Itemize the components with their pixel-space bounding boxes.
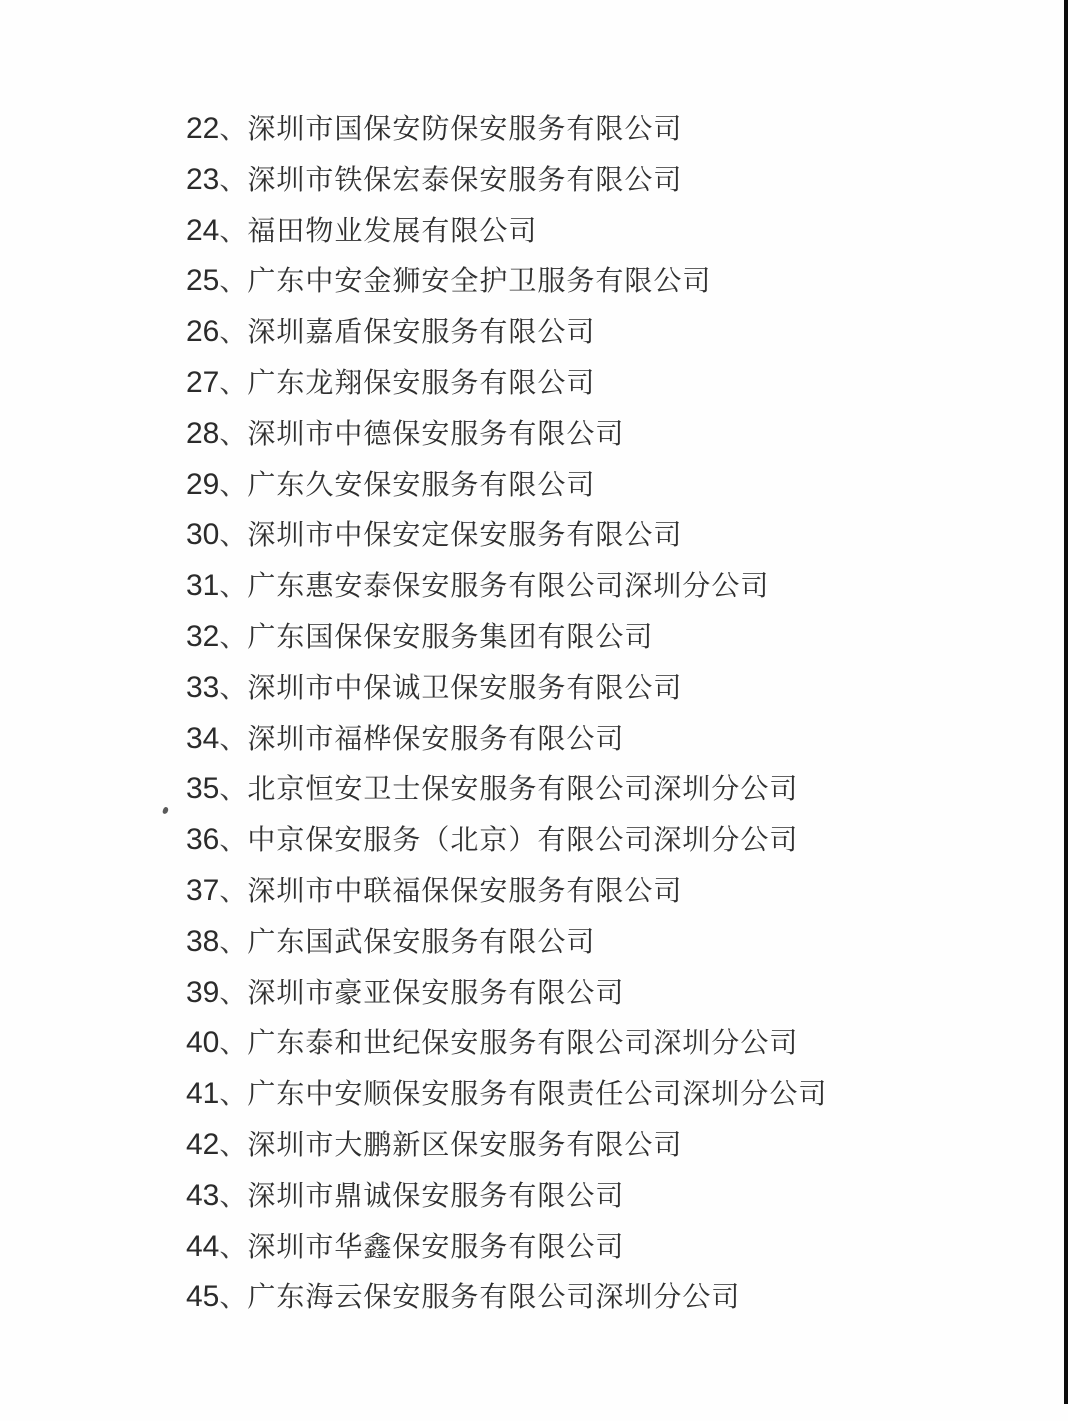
list-item [186, 561, 1068, 612]
ideographic-comma: 、 [219, 469, 248, 501]
ideographic-comma: 、 [219, 215, 248, 247]
company-name: 福田物业发展有限公司 [247, 215, 538, 247]
scan-edge-artifact [1064, 0, 1068, 1404]
ideographic-comma: 、 [219, 977, 248, 1009]
item-number: 23 [186, 162, 220, 196]
item-number: 41 [186, 1077, 220, 1111]
item-number: 43 [186, 1178, 220, 1212]
company-name: 广东久安保安服务有限公司 [247, 469, 596, 501]
list-item [186, 968, 1068, 1019]
ideographic-comma: 、 [219, 875, 248, 907]
company-name: 深圳市大鹏新区保安服务有限公司 [247, 1129, 683, 1161]
item-number: 30 [186, 518, 220, 552]
list-item [186, 1222, 1068, 1273]
item-number: 32 [186, 619, 220, 653]
company-name: 深圳市福桦保安服务有限公司 [247, 723, 625, 755]
list-item [186, 1069, 1068, 1120]
ideographic-comma: 、 [219, 571, 248, 603]
list-item [186, 866, 1068, 917]
ideographic-comma: 、 [219, 114, 248, 145]
ideographic-comma: 、 [219, 1282, 248, 1314]
list-item [186, 714, 1068, 765]
ideographic-comma: 、 [219, 825, 248, 857]
item-number: 39 [186, 975, 220, 1009]
list-item [186, 104, 1068, 155]
item-number: 44 [186, 1229, 220, 1263]
item-number: 24 [186, 213, 220, 247]
item-number: 37 [186, 873, 220, 907]
company-name: 广东国武保安服务有限公司 [247, 926, 596, 958]
ideographic-comma: 、 [219, 774, 248, 806]
company-name: 深圳市中保安定保安服务有限公司 [247, 520, 683, 552]
list-item [186, 256, 1068, 307]
ideographic-comma: 、 [219, 1079, 248, 1111]
company-name: 广东惠安泰保安服务有限公司深圳分公司 [247, 571, 770, 603]
list-item [186, 663, 1068, 714]
list-item [186, 1018, 1068, 1069]
scan-speck-artifact [162, 806, 169, 814]
item-number: 26 [186, 315, 220, 349]
company-list [186, 104, 1068, 1323]
ideographic-comma: 、 [219, 1028, 248, 1060]
list-item [186, 1272, 1068, 1323]
ideographic-comma: 、 [219, 317, 248, 349]
company-name: 中京保安服务（北京）有限公司深圳分公司 [247, 825, 799, 857]
ideographic-comma: 、 [219, 672, 248, 704]
item-number: 40 [186, 1026, 220, 1060]
ideographic-comma: 、 [219, 723, 248, 755]
company-name: 深圳市中保诚卫保安服务有限公司 [247, 672, 683, 704]
ideographic-comma: 、 [219, 266, 248, 298]
item-number: 22 [186, 112, 220, 145]
item-number: 34 [186, 721, 220, 755]
ideographic-comma: 、 [219, 418, 248, 450]
list-item [186, 612, 1068, 663]
list-item [186, 307, 1068, 358]
item-number: 28 [186, 416, 220, 450]
company-name: 广东中安顺保安服务有限责任公司深圳分公司 [247, 1079, 828, 1111]
company-name: 北京恒安卫士保安服务有限公司深圳分公司 [247, 774, 799, 806]
ideographic-comma: 、 [219, 1231, 248, 1263]
company-name: 广东国保保安服务集团有限公司 [247, 621, 654, 653]
list-item [186, 409, 1068, 460]
company-name: 深圳嘉盾保安服务有限公司 [247, 317, 596, 349]
list-item [186, 1120, 1068, 1171]
item-number: 45 [186, 1280, 220, 1314]
item-number: 27 [186, 365, 220, 399]
item-number: 25 [186, 264, 220, 298]
list-item [186, 155, 1068, 206]
company-name: 深圳市豪亚保安服务有限公司 [247, 977, 625, 1009]
list-item [186, 358, 1068, 409]
item-number: 36 [186, 823, 220, 857]
company-name: 深圳市鼎诚保安服务有限公司 [247, 1180, 625, 1212]
list-item [186, 815, 1068, 866]
ideographic-comma: 、 [219, 367, 248, 399]
ideographic-comma: 、 [219, 1180, 248, 1212]
company-name: 深圳市中德保安服务有限公司 [247, 418, 625, 450]
company-name: 广东泰和世纪保安服务有限公司深圳分公司 [247, 1028, 799, 1060]
item-number: 38 [186, 924, 220, 958]
item-number: 35 [186, 772, 220, 806]
ideographic-comma: 、 [219, 621, 248, 653]
ideographic-comma: 、 [219, 520, 248, 552]
list-item [186, 764, 1068, 815]
item-number: 42 [186, 1127, 220, 1161]
company-name: 广东海云保安服务有限公司深圳分公司 [247, 1282, 741, 1314]
list-item [186, 206, 1068, 257]
ideographic-comma: 、 [219, 1129, 248, 1161]
ideographic-comma: 、 [219, 926, 248, 958]
company-name: 深圳市华鑫保安服务有限公司 [247, 1231, 625, 1263]
list-item [186, 510, 1068, 561]
company-name: 深圳市国保安防保安服务有限公司 [247, 114, 683, 145]
ideographic-comma: 、 [219, 164, 248, 196]
item-number: 33 [186, 670, 220, 704]
list-item [186, 1171, 1068, 1222]
company-name: 深圳市中联福保保安服务有限公司 [247, 875, 683, 907]
item-number: 31 [186, 569, 220, 603]
company-name: 广东龙翔保安服务有限公司 [247, 367, 596, 399]
company-name: 深圳市铁保宏泰保安服务有限公司 [247, 164, 683, 196]
item-number: 29 [186, 467, 220, 501]
company-name: 广东中安金狮安全护卫服务有限公司 [247, 266, 712, 298]
list-item [186, 460, 1068, 511]
list-item [186, 917, 1068, 968]
